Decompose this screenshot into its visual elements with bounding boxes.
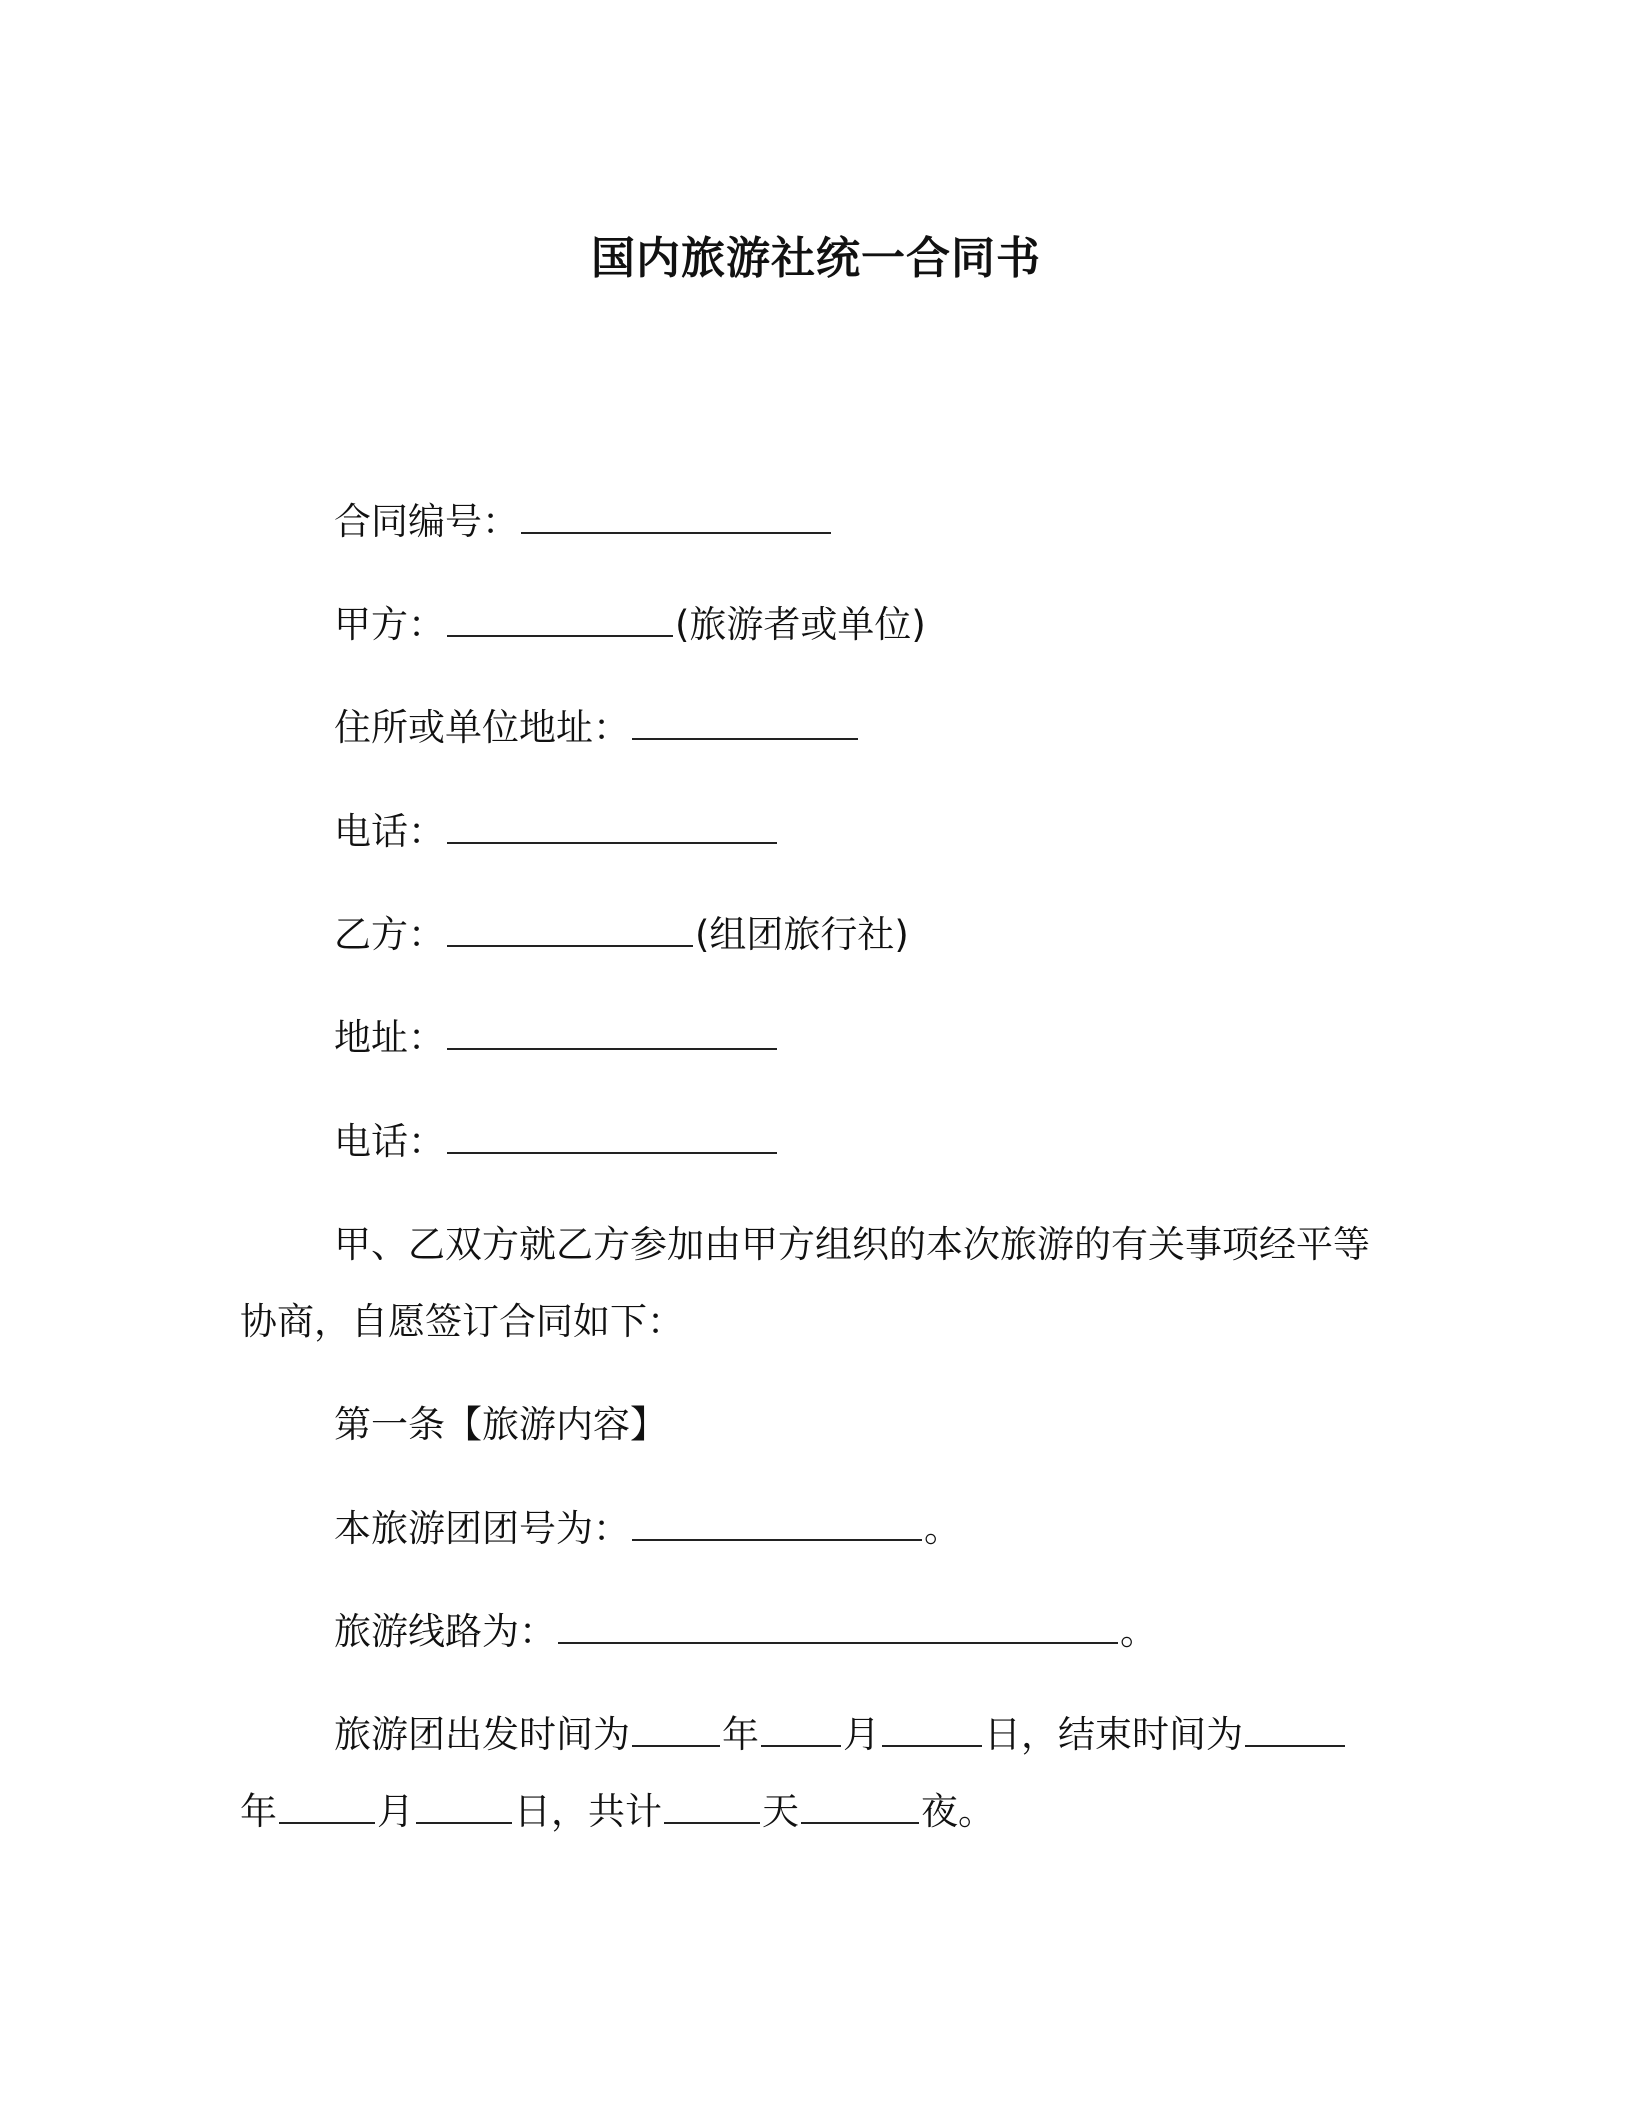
party-b-blank[interactable]	[447, 911, 693, 947]
field-label: 电话：	[334, 810, 445, 853]
field-label: 本旅游团团号为：	[334, 1507, 630, 1550]
contract-number-blank[interactable]	[521, 498, 831, 534]
field-label: 合同编号：	[334, 500, 519, 543]
field-label: 乙方：	[334, 913, 445, 956]
depart-month-blank[interactable]	[761, 1711, 841, 1747]
field-label: 住所或单位地址：	[334, 706, 630, 749]
end-day-blank[interactable]	[416, 1788, 512, 1824]
route-blank[interactable]	[558, 1608, 1118, 1644]
group-number-blank[interactable]	[632, 1505, 922, 1541]
schedule-line-2	[240, 1786, 995, 1838]
preamble-line-2: 协商，自愿签订合同如下：	[240, 1300, 684, 1343]
depart-year-blank[interactable]	[632, 1711, 720, 1747]
route-field	[334, 1606, 1157, 1658]
party-a-field	[334, 599, 926, 651]
party-a-address-field	[334, 702, 860, 754]
document-title: 国内旅游社统一合同书	[591, 233, 1041, 284]
party-b-field	[334, 909, 909, 961]
group-number-field	[334, 1503, 961, 1555]
field-label: 甲方：	[334, 603, 445, 646]
nights-label: 夜。	[921, 1790, 995, 1833]
total-label: 日，共计	[514, 1790, 662, 1833]
depart-day-blank[interactable]	[882, 1711, 982, 1747]
field-label: 旅游线路为：	[334, 1610, 556, 1653]
depart-label: 旅游团出发时间为	[334, 1713, 630, 1756]
party-a-phone-field	[334, 806, 779, 858]
party-a-blank[interactable]	[447, 601, 673, 637]
article-1-heading: 第一条【旅游内容】	[334, 1403, 667, 1446]
year-label: 年	[240, 1790, 277, 1833]
party-b-phone-field	[334, 1116, 779, 1168]
contract-number-field	[334, 496, 833, 548]
end-time-label: 日，结束时间为	[984, 1713, 1243, 1756]
field-suffix: (组团旅行社)	[695, 913, 909, 956]
party-b-address-blank[interactable]	[447, 1014, 777, 1050]
field-label: 电话：	[334, 1120, 445, 1163]
month-label: 月	[377, 1790, 414, 1833]
party-b-address-field	[334, 1012, 779, 1064]
party-b-phone-blank[interactable]	[447, 1118, 777, 1154]
period-mark: 。	[1120, 1610, 1157, 1653]
end-month-blank[interactable]	[279, 1788, 375, 1824]
year-label: 年	[722, 1713, 759, 1756]
preamble-line-1: 甲、乙双方就乙方参加由甲方组织的本次旅游的有关事项经平等	[334, 1223, 1370, 1266]
month-label: 月	[843, 1713, 880, 1756]
field-suffix: (旅游者或单位)	[675, 603, 926, 646]
field-label: 地址：	[334, 1016, 445, 1059]
end-year-blank[interactable]	[1245, 1711, 1345, 1747]
schedule-line-1	[334, 1709, 1347, 1761]
period-mark: 。	[924, 1507, 961, 1550]
party-a-phone-blank[interactable]	[447, 808, 777, 844]
days-label: 天	[762, 1790, 799, 1833]
total-days-blank[interactable]	[664, 1788, 760, 1824]
total-nights-blank[interactable]	[801, 1788, 919, 1824]
party-a-address-blank[interactable]	[632, 704, 858, 740]
